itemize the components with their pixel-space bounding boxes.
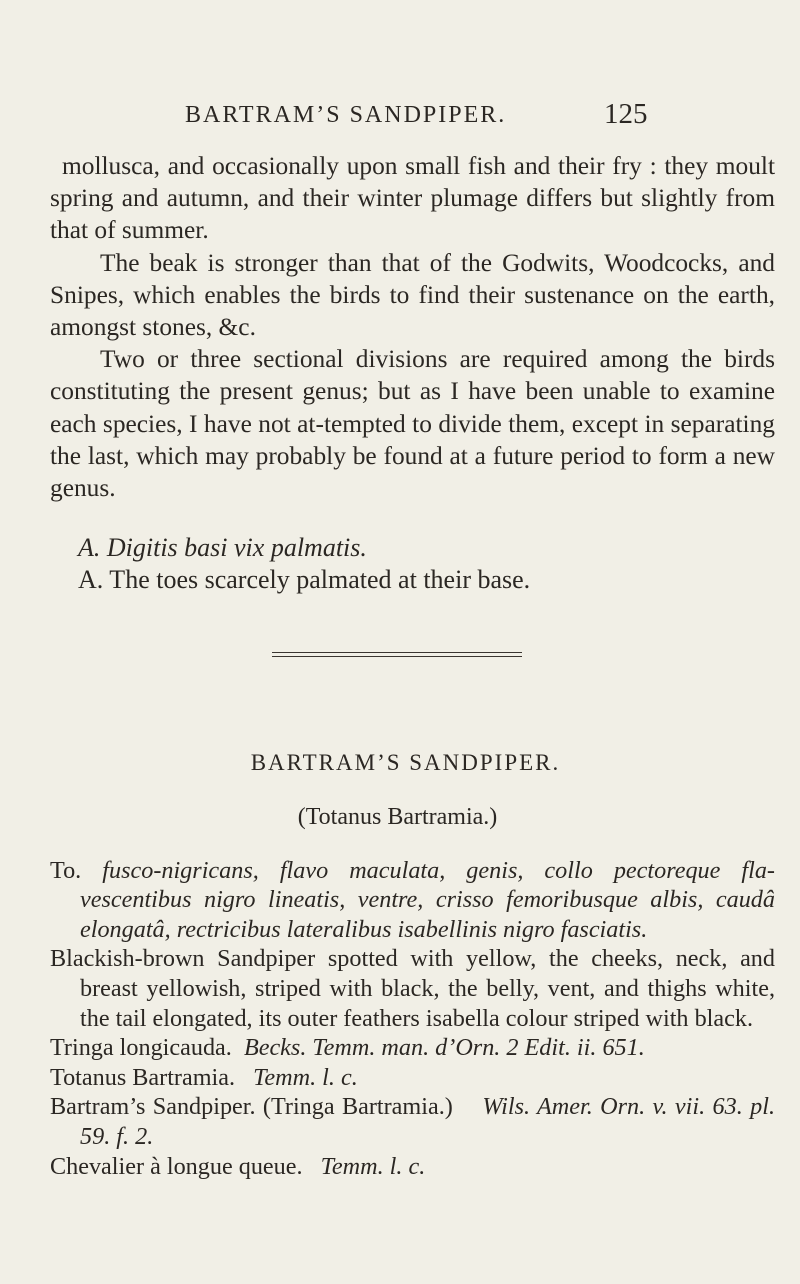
- divider-rule: [272, 652, 522, 657]
- paragraph-divisions: Two or three sectional divisions are required among the birds constituting the present genus; but as I have been unable to examine each species, I have not at-tempted to divide them, except in separating the last, which may probably be found at a future period to form a new genus.: [50, 345, 775, 503]
- diagnosis-text: fusco-nigricans, flavo maculata, genis, collo pectoreque fla-vescentibus nigro lineatis, ventre, crisso femoribusque albis, caudâ elongatâ, rectricibus lateralibus isabellinis nigro fasciatis.: [80, 856, 775, 943]
- english-description: Blackish-brown Sandpiper spotted with yellow, the cheeks, neck, and breast yellowish, striped with black, the belly, vent, and thighs white, the tail elongated, its outer feathers isabella colour striped with black.: [50, 945, 775, 1032]
- synonym-chevalier: Chevalier à longue queue. Temm. l. c.: [50, 1152, 426, 1180]
- paragraph-continued: mollusca, and occasionally upon small fish and their fry : they moult spring and autumn, and their winter plumage differs but slightly from that of summer.: [50, 152, 775, 245]
- division-latin: A. Digitis basi vix palmatis.: [78, 533, 367, 563]
- species-entries: [50, 856, 775, 1182]
- page-body: [50, 150, 775, 1181]
- division-english: A. The toes scarcely palmated at their base.: [78, 565, 531, 595]
- synonym-tringa-longicauda: Tringa longicauda. Becks. Temm. man. d’Orn. 2 Edit. ii. 651.: [50, 1034, 645, 1062]
- paragraph-beak: The beak is stronger than that of the Godwits, Woodcocks, and Snipes, which enables the birds to find their sustenance on the earth, amongst stones, &c.: [50, 248, 775, 342]
- synonym-bartrams-sandpiper: Bartram’s Sandpiper. (Tringa Bartramia.) Wils. Amer. Orn. v. vii. 63. pl. 59. f. 2.: [50, 1093, 775, 1150]
- running-title: BARTRAM’S SANDPIPER.: [185, 102, 507, 128]
- latin-diagnosis: [50, 856, 775, 945]
- section-division: [50, 532, 775, 596]
- diagnosis-abbr: To.: [50, 856, 82, 884]
- species-heading: BARTRAM’S SANDPIPER.: [250, 750, 561, 776]
- species-latin-name: (Totanus Bartramia.): [297, 804, 498, 831]
- synonym-totanus-bartramia: Totanus Bartramia. Temm. l. c.: [50, 1063, 358, 1091]
- page-number: 125: [604, 98, 648, 130]
